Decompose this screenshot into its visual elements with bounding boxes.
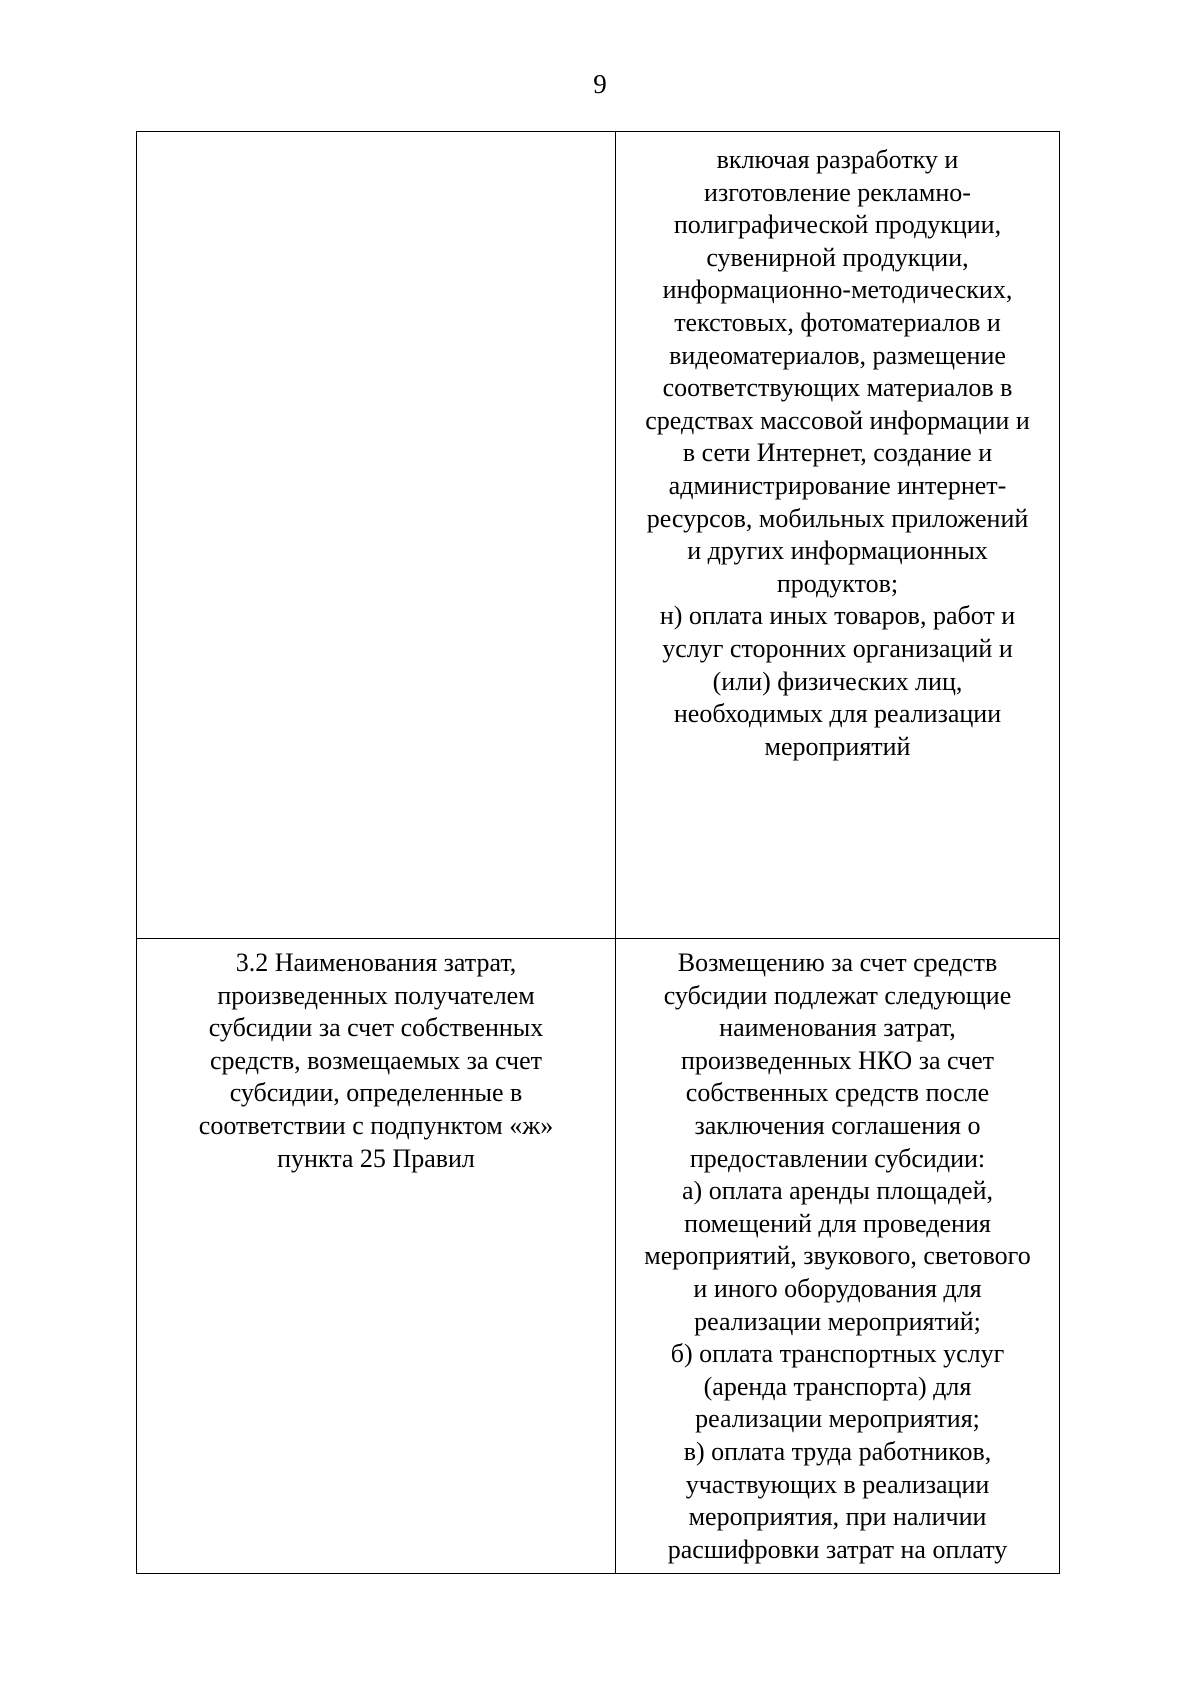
text-line: пункта 25 Правил <box>277 1143 475 1173</box>
text-line: ресурсов, мобильных приложений <box>646 503 1029 533</box>
text-line: расшифровки затрат на оплату <box>667 1534 1008 1564</box>
text-line: реализации мероприятия; <box>695 1404 980 1434</box>
table-cell-right <box>616 132 1060 939</box>
text-line: текстовых, фотоматериалов и <box>674 307 1001 337</box>
text-line: мероприятия, при наличии <box>688 1502 987 1532</box>
text-line: информационно-методических, <box>662 275 1013 305</box>
text-line: субсидии за счет собственных <box>208 1013 544 1043</box>
text-line: реализации мероприятий; <box>694 1306 981 1336</box>
text-line: (или) физических лиц, <box>712 666 963 696</box>
text-line: сувенирной продукции, <box>706 242 969 272</box>
text-line: заключения соглашения о <box>694 1110 981 1140</box>
text-line: в сети Интернет, создание и <box>682 438 993 468</box>
text-line: мероприятий, звукового, светового <box>644 1241 1031 1271</box>
expenses-table <box>136 131 1060 1574</box>
text-line: продуктов; <box>776 568 899 598</box>
table-cell-right <box>616 939 1060 1574</box>
text-line: средствах массовой информации и <box>645 405 1030 435</box>
text-line: мероприятий <box>764 731 911 761</box>
text-line: субсидии подлежат следующие <box>663 980 1012 1010</box>
page-number: 9 <box>593 69 607 99</box>
text-line: участвующих в реализации <box>685 1469 990 1499</box>
text-line: средств, возмещаемых за счет <box>210 1045 542 1075</box>
text-line: администрирование интернет- <box>668 470 1007 500</box>
table-cell-left <box>137 939 616 1574</box>
text-line: субсидии, определенные в <box>229 1078 523 1108</box>
text-line: и других информационных <box>687 536 988 566</box>
text-line: а) оплата аренды площадей, <box>682 1176 993 1206</box>
table-cell-left <box>137 132 616 939</box>
table-row <box>137 132 1060 939</box>
text-line: Возмещению за счет средств <box>677 948 998 977</box>
text-line: наименования затрат, <box>719 1013 956 1043</box>
text-line: помещений для проведения <box>684 1208 991 1238</box>
text-line: произведенных НКО за счет <box>680 1045 995 1075</box>
text-line: включая разработку и <box>716 145 959 174</box>
text-line: предоставлении субсидии: <box>689 1143 986 1173</box>
text-line: видеоматериалов, размещение <box>669 340 1006 370</box>
table-row <box>137 939 1060 1574</box>
text-line: в) оплата труда работников, <box>683 1436 992 1466</box>
text-line: соответствующих материалов в <box>662 373 1013 403</box>
text-line: произведенных получателем <box>217 980 535 1010</box>
text-line: изготовление рекламно- <box>704 177 971 207</box>
text-line: соответствии с подпунктом «ж» <box>198 1110 554 1140</box>
text-line: необходимых для реализации <box>673 699 1002 729</box>
text-line: полиграфической продукции, <box>673 210 1002 240</box>
text-line: (аренда транспорта) для <box>703 1371 972 1401</box>
text-line: собственных средств после <box>685 1078 990 1108</box>
text-line: б) оплата транспортных услуг <box>670 1339 1005 1369</box>
text-line: 3.2 Наименования затрат, <box>235 948 517 977</box>
text-line: и иного оборудования для <box>693 1273 982 1303</box>
text-line: услуг сторонних организаций и <box>662 633 1013 663</box>
text-line: н) оплата иных товаров, работ и <box>659 601 1016 631</box>
